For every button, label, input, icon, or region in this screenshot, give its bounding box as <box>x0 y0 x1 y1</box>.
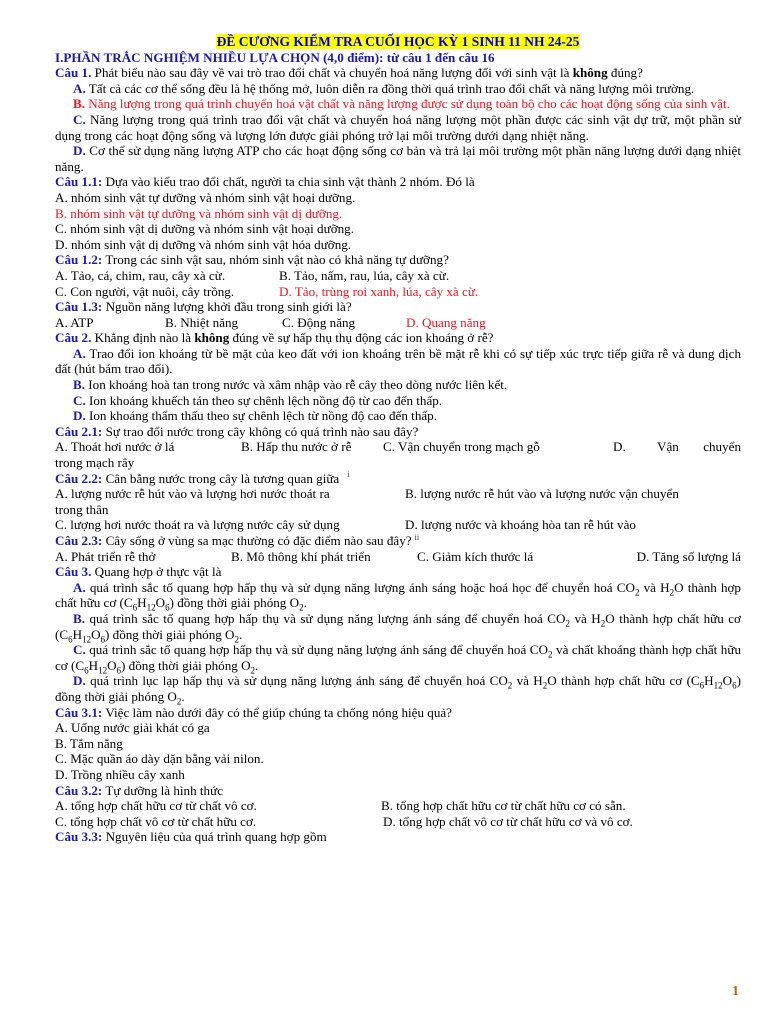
question-2-1-option-d-word1: Vận <box>657 439 679 455</box>
question-2-2-option-b-cont: trong thân <box>55 501 109 517</box>
question-2-1-option-d-cont: trong mạch rây <box>55 455 135 471</box>
question-2-3-option-d: D. Tăng số lượng lá <box>636 548 741 564</box>
question-1-option-b-answer: B. Năng lượng trong quá trình chuyển hoá vật chất và năng lượng được sử dụng toàn bộ cho các hoạt động sống của sinh vật. <box>73 96 730 112</box>
question-2-2-option-a: A. lượng nước rễ hút vào và lượng hơi nước thoát ra <box>55 486 330 502</box>
question-3-2: Câu 3.2: Tự dưỡng là hình thức <box>55 782 224 798</box>
question-1-2-options-ab <box>55 268 741 284</box>
footnote-mark: ii <box>414 532 420 542</box>
question-1-3-option-b: B. Nhiệt năng <box>165 314 239 330</box>
question-1-1-option-a: A. nhóm sinh vật tự dưỡng và nhóm sinh vật hoại dưỡng. <box>55 189 356 205</box>
question-1-2-option-c: C. Con người, vật nuôi, cây trồng. <box>55 283 235 299</box>
question-1-2-option-a: A. Tảo, cá, chim, rau, cây xà cừ. <box>55 267 226 283</box>
question-3-1: Câu 3.1: Việc làm nào dưới đây có thể giúp chúng ta chống nóng hiệu quả? <box>55 704 452 720</box>
question-2-option-d: D. Ion khoáng thẩm thấu theo sự chênh lệch từ nồng độ cao đến thấp. <box>73 408 438 424</box>
question-1-3-option-a: A. ATP <box>55 314 94 330</box>
question-1-2-option-d-answer: D. Tảo, trùng roi xanh, lúa, cây xà cừ. <box>279 283 479 299</box>
question-2-1-option-a: A. Thoát hơi nước ở lá <box>55 439 175 455</box>
question-2-2-options-cd <box>55 517 741 533</box>
document-content <box>55 34 741 845</box>
question-1-1-option-d: D. nhóm sinh vật dị dưỡng và nhóm sinh vật hóa dưỡng. <box>55 236 352 252</box>
question-1-3-option-d-answer: D. Quang năng <box>406 314 486 330</box>
question-2-2-options-ab <box>55 486 741 502</box>
question-3-option-c: C. quá trình sắc tố quang hợp hấp thụ và sử dụng năng lượng ánh sáng để chuyển hoá $CO_2$ và chất khoáng thành hợp chất hữu cơ $(C_6H_{12}O_6)$ đồng thời giải phóng $O_2$. <box>55 642 741 676</box>
question-2-3: Câu 2.3: Cây sống ở vùng sa mạc thường có đặc điểm nào sau đây? $^{ii}$ <box>55 532 420 548</box>
question-2-1-options <box>55 439 741 455</box>
question-1-2: Câu 1.2: Trong các sinh vật sau, nhóm sinh vật nào có khả năng tự dưỡng? <box>55 252 449 268</box>
question-3-1-option-b: B. Tắm nắng <box>55 735 123 751</box>
question-3-1-option-c: C. Mặc quần áo dày dặn bằng vải nilon. <box>55 751 264 767</box>
question-2-2-option-d: D. lượng nước và khoáng hòa tan rễ hút vào <box>405 517 636 533</box>
question-2-option-a: A. Trao đổi ion khoáng từ bề mặt của keo đất với ion khoáng trên bề mặt rễ khi có sự tiếp xúc trực tiếp giữa rễ và dung dịch đất (hút bám trao đổi). <box>55 345 741 377</box>
question-1-2-option-b: B. Tảo, nấm, rau, lúa, cây xà cừ. <box>279 267 450 283</box>
question-3-2-options-ab <box>55 798 741 814</box>
question-3-2-option-b: B. tổng hợp chất hữu cơ từ chất hữu cơ có sẵn. <box>381 798 626 814</box>
question-1-option-a: A. Tất cả các cơ thể sống đều là hệ thống mở, luôn diễn ra đồng thời quá trình trao đổi chất và năng lượng môi trường. <box>73 80 695 96</box>
question-1-option-c: C. Năng lượng trong quá trình trao đổi vật chất và chuyển hoá năng lượng một phần được các sinh vật dự trữ, một phần sử dụng trong các hoạt động sống và lượng lớn được giải phóng trở lại môi trường dưới dạng nhiệt năng. <box>55 111 741 143</box>
question-1: Câu 1. Phát biểu nào sau đây về vai trò trao đổi chất và chuyển hoá năng lượng đối với sinh vật là không đúng? <box>55 65 643 81</box>
page-number: 1 <box>732 984 739 999</box>
question-1-option-d: D. Cơ thể sử dụng năng lượng ATP cho các hoạt động sống cơ bản và trả lại môi trường một phần năng lượng dưới dạng nhiệt năng. <box>55 143 741 174</box>
question-1-3-options <box>55 315 741 331</box>
question-2-1-option-b: B. Hấp thu nước ở rễ <box>241 439 352 455</box>
document-title: ĐỀ CƯƠNG KIẾM TRA CUỐI HỌC KỲ 1 SINH 11 NH 24-25 <box>216 34 580 49</box>
question-1-2-options-cd <box>55 284 741 300</box>
question-2-option-c: C. Ion khoáng khuếch tán theo sự chênh lệch nồng độ từ cao đến thấp. <box>73 392 443 408</box>
question-1-1-option-b-answer: B. nhóm sinh vật tự dưỡng và nhóm sinh vật dị dưỡng. <box>55 205 343 221</box>
question-2-option-b: B. Ion khoáng hoà tan trong nước và xâm nhập vào rễ cây theo dòng nước liên kết. <box>73 377 508 393</box>
question-3-option-a: A. quá trình sắc tố quang hợp hấp thụ và sử dụng năng lượng ánh sáng hoặc hoá học để chuyển hoá $CO_2$ và $H_2O$ thành hợp chất hữu cơ $(C_6H_{12}O_6)$ đồng thời giải phóng $O_2$. <box>55 579 741 613</box>
question-2-2-option-c: C. lượng hơi nước thoát ra và lượng nước cây sử dụng <box>55 517 340 533</box>
question-2-1-option-c: C. Vận chuyển trong mạch gỗ <box>383 439 540 455</box>
question-2-2-option-b: B. lượng nước rễ hút vào và lượng nước vận chuyển <box>405 486 679 502</box>
question-2: Câu 2. Khẳng định nào là không đúng về sự hấp thụ thụ động các ion khoáng ở rễ? <box>55 330 494 346</box>
question-2-1: Câu 2.1: Sự trao đổi nước trong cây không có quá trình nào sau đây? <box>55 423 419 439</box>
question-1-1: Câu 1.1: Dựa vào kiểu trao đổi chất, người ta chia sinh vật thành 2 nhóm. Đó là <box>55 174 475 190</box>
question-3-2-option-a: A. tổng hợp chất hữu cơ từ chất vô cơ. <box>55 798 257 814</box>
question-3-2-option-c: C. tổng hợp chất vô cơ từ chất hữu cơ. <box>55 813 257 829</box>
question-3-2-options-cd <box>55 814 741 830</box>
question-3: Câu 3. Quang hợp ở thực vật là <box>55 564 222 580</box>
question-2-1-option-d-word2: chuyển <box>703 439 741 455</box>
question-3-1-option-d: D. Trồng nhiều cây xanh <box>55 766 185 782</box>
section-heading: I.PHẦN TRẮC NGHIỆM NHIỀU LỰA CHỌN (4,0 điểm): từ câu 1 đến câu 16 <box>55 49 495 65</box>
question-2-3-option-b: B. Mô thông khí phát triển <box>231 548 371 564</box>
question-1-3: Câu 1.3: Nguồn năng lượng khởi đầu trong sinh giới là? <box>55 299 352 315</box>
question-3-option-b: B. quá trình sắc tố quang hợp hấp thụ và sử dụng năng lượng ánh sáng để chuyển hoá $CO_2$ và $H_2O$ thành hợp chất hữu cơ $(C_6H_{12}O_6)$ đồng thời giải phóng $O_2$. <box>55 610 741 645</box>
question-1-1-option-c: C. nhóm sinh vật dị dưỡng và nhóm sinh vật hoại dưỡng. <box>55 221 354 237</box>
question-2-1-option-d-letter: D. <box>613 439 626 455</box>
question-1-3-option-c: C. Động năng <box>282 314 356 330</box>
question-3-3: Câu 3.3: Nguyên liệu của quá trình quang hợp gồm <box>55 829 327 845</box>
question-2-3-options <box>55 549 741 565</box>
footnote-mark: i <box>347 470 350 480</box>
question-3-1-option-a: A. Uống nước giải khát có ga <box>55 720 210 736</box>
question-2-3-option-c: C. Giảm kích thước lá <box>417 548 534 564</box>
question-2-2: Câu 2.2: Cân bằng nước trong cây là tương quan giữa $^i$ <box>55 470 350 486</box>
question-3-2-option-d: D. tổng hợp chất vô cơ từ chất hữu cơ và vô cơ. <box>383 813 633 829</box>
question-3-option-d: D. quá trình lục lạp hấp thụ và sử dụng năng lượng ánh sáng để chuyển hoá $CO_2$ và $H_2O$ thành hợp chất hữu cơ $(C_6H_{12}O_6)$ đồng thời giải phóng $O_2$. <box>55 673 741 707</box>
question-2-3-option-a: A. Phát triển rễ thở <box>55 548 156 564</box>
